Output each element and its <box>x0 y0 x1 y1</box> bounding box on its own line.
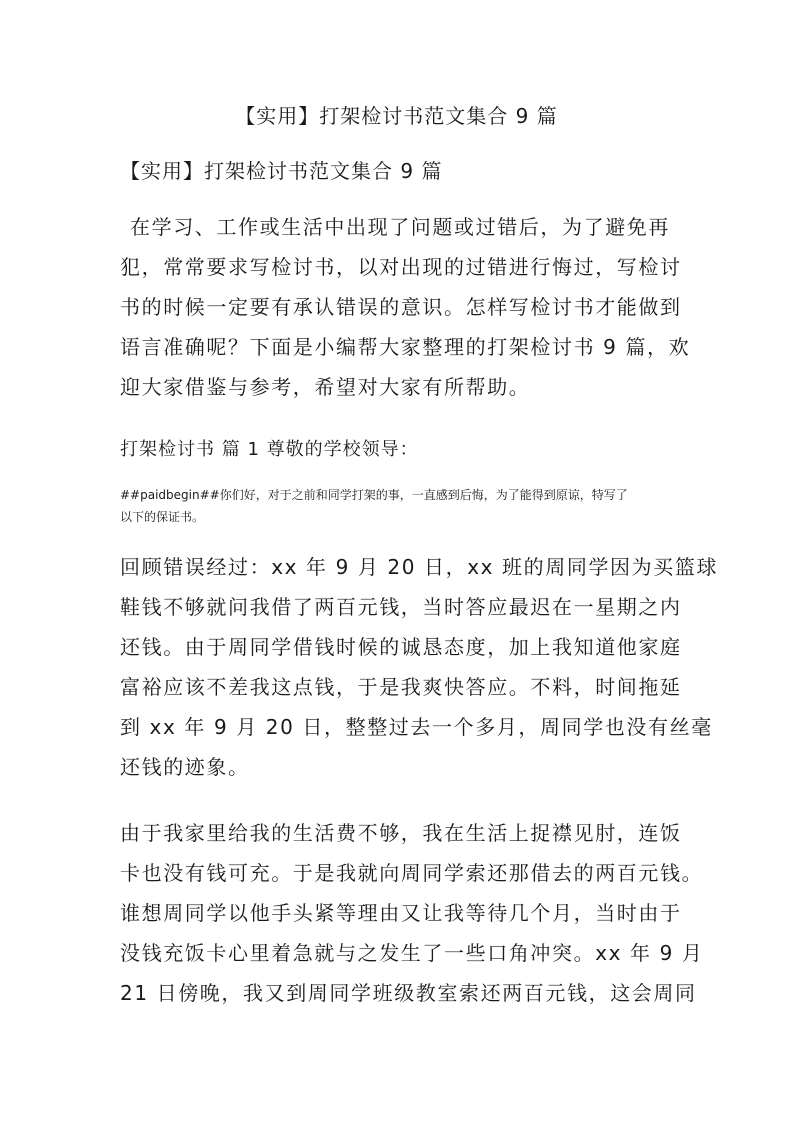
intro-line: 语言准确呢？下面是小编帮大家整理的打架检讨书 9 篇，欢 <box>120 335 691 359</box>
intro-line: 迎大家借鉴与参考，希望对大家有所帮助。 <box>120 375 531 399</box>
note-line: 以下的保证书。 <box>120 510 205 524</box>
paragraph-line: 鞋钱不够就问我借了两百元钱，当时答应最迟在一星期之内 <box>120 595 682 619</box>
intro-line: 犯，常常要求写检讨书，以对出现的过错进行悔过，写检讨 <box>120 255 682 279</box>
paragraph-conflict <box>120 813 704 1013</box>
paragraph-line: 还钱。由于周同学借钱时候的诚恳态度，加上我知道他家庭 <box>120 635 682 659</box>
section-heading: 打架检讨书 篇 1 尊敬的学校领导： <box>120 439 419 460</box>
paragraph-line: 21 日傍晚，我又到周同学班级教室索还两百元钱，这会周同 <box>120 981 697 1005</box>
paragraph-line: 卡也没有钱可充。于是我就向周同学索还那借去的两百元钱。 <box>120 861 704 885</box>
note-line: ##paidbegin##你们好，对于之前和同学打架的事，一直感到后悔，为了能得到原谅，特写了 <box>120 488 628 502</box>
intro-line: 在学习、工作或生活中出现了问题或过错后，为了避免再 <box>130 215 670 239</box>
paragraph-line: 由于我家里给我的生活费不够，我在生活上捉襟见肘，连饭 <box>120 821 682 845</box>
paid-note <box>120 484 690 528</box>
document-title: 【实用】打架检讨书范文集合 9 篇 <box>235 104 558 128</box>
intro-paragraph <box>120 207 690 407</box>
document-subtitle: 【实用】打架检讨书范文集合 9 篇 <box>120 159 443 183</box>
paragraph-line: 富裕应该不差我这点钱，于是我爽快答应。不料，时间拖延 <box>120 675 682 699</box>
paragraph-line: 到 xx 年 9 月 20 日，整整过去一个多月，周同学也没有丝毫 <box>120 715 713 739</box>
paragraph-line: 回顾错误经过：xx 年 9 月 20 日，xx 班的周同学因为买篮球 <box>120 555 719 579</box>
intro-line: 书的时候一定要有承认错误的意识。怎样写检讨书才能做到 <box>120 295 682 319</box>
paragraph-line: 还钱的迹象。 <box>120 755 250 779</box>
paragraph-review <box>120 547 719 787</box>
paragraph-line: 没钱充饭卡心里着急就与之发生了一些口角冲突。xx 年 9 月 <box>120 941 704 965</box>
paragraph-line: 谁想周同学以他手头紧等理由又让我等待几个月，当时由于 <box>120 901 682 925</box>
